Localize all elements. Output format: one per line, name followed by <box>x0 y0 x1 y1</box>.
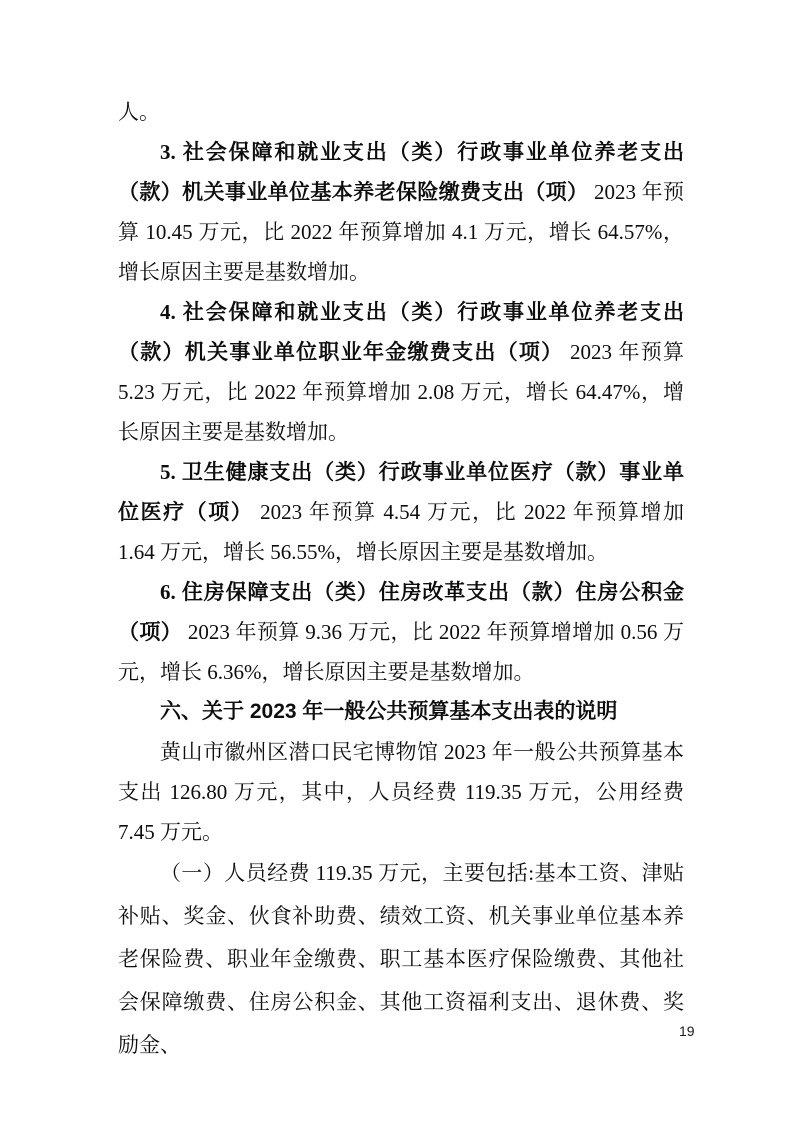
item-4-lead: 4. 社会保障和就业支出（类）行政事业单位养老支出（款）机关事业单位职业年金缴费支出（项） <box>118 300 684 364</box>
page-number: 19 <box>679 1023 695 1039</box>
item-4-body: 2023 年预算 5.23 万元，比 2022 年预算增加 2.08 万元，增长 64.47%，增长原因主要是基数增加。 <box>118 340 685 444</box>
paragraph-overview: 黄山市徽州区潜口民宅博物馆 2023 年一般公共预算基本支出 126.80 万元，其中，人员经费 119.35 万元，公用经费 7.45 万元。 <box>118 740 684 844</box>
paragraph-item-4 <box>118 292 684 452</box>
item-3-body: 2023 年预算 10.45 万元，比 2022 年预算增加 4.1 万元，增长 64.57%，增长原因主要是基数增加。 <box>118 180 684 284</box>
item-5-lead: 5. 卫生健康支出（类）行政事业单位医疗（款）事业单位医疗（项） <box>118 460 684 524</box>
paragraph-item-3 <box>118 132 684 292</box>
item-5-body: 2023 年预算 4.54 万元，比 2022 年预算增加 1.64 万元，增长 56.55%，增长原因主要是基数增加。 <box>118 500 685 564</box>
continuation-text: 人。 <box>118 100 160 124</box>
paragraph-continuation <box>118 92 684 132</box>
item-3-lead: 3. 社会保障和就业支出（类）行政事业单位养老支出（款）机关事业单位基本养老保险缴费支出（项） <box>118 140 684 204</box>
item-6-lead: 6. 住房保障支出（类）住房改革支出（款）住房公积金（项） <box>118 580 684 644</box>
document-body <box>118 92 684 1067</box>
paragraph-item-5 <box>118 452 684 572</box>
paragraph-personnel: （一）人员经费 119.35 万元，主要包括:基本工资、津贴补贴、奖金、伙食补助费、绩效工资、机关事业单位基本养老保险费、职业年金缴费、职工基本医疗保险缴费、其他社会保障缴费、住房公积金、其他工资福利支出、退休费、奖励金、 <box>118 861 684 1057</box>
section-heading: 六、关于 2023 年一般公共预算基本支出表的说明 <box>160 700 618 723</box>
paragraph-item-6 <box>118 572 684 692</box>
item-6-body: 2023 年预算 9.36 万元，比 2022 年预算增增加 0.56 万元，增长 6.36%，增长原因主要是基数增加。 <box>118 620 684 684</box>
